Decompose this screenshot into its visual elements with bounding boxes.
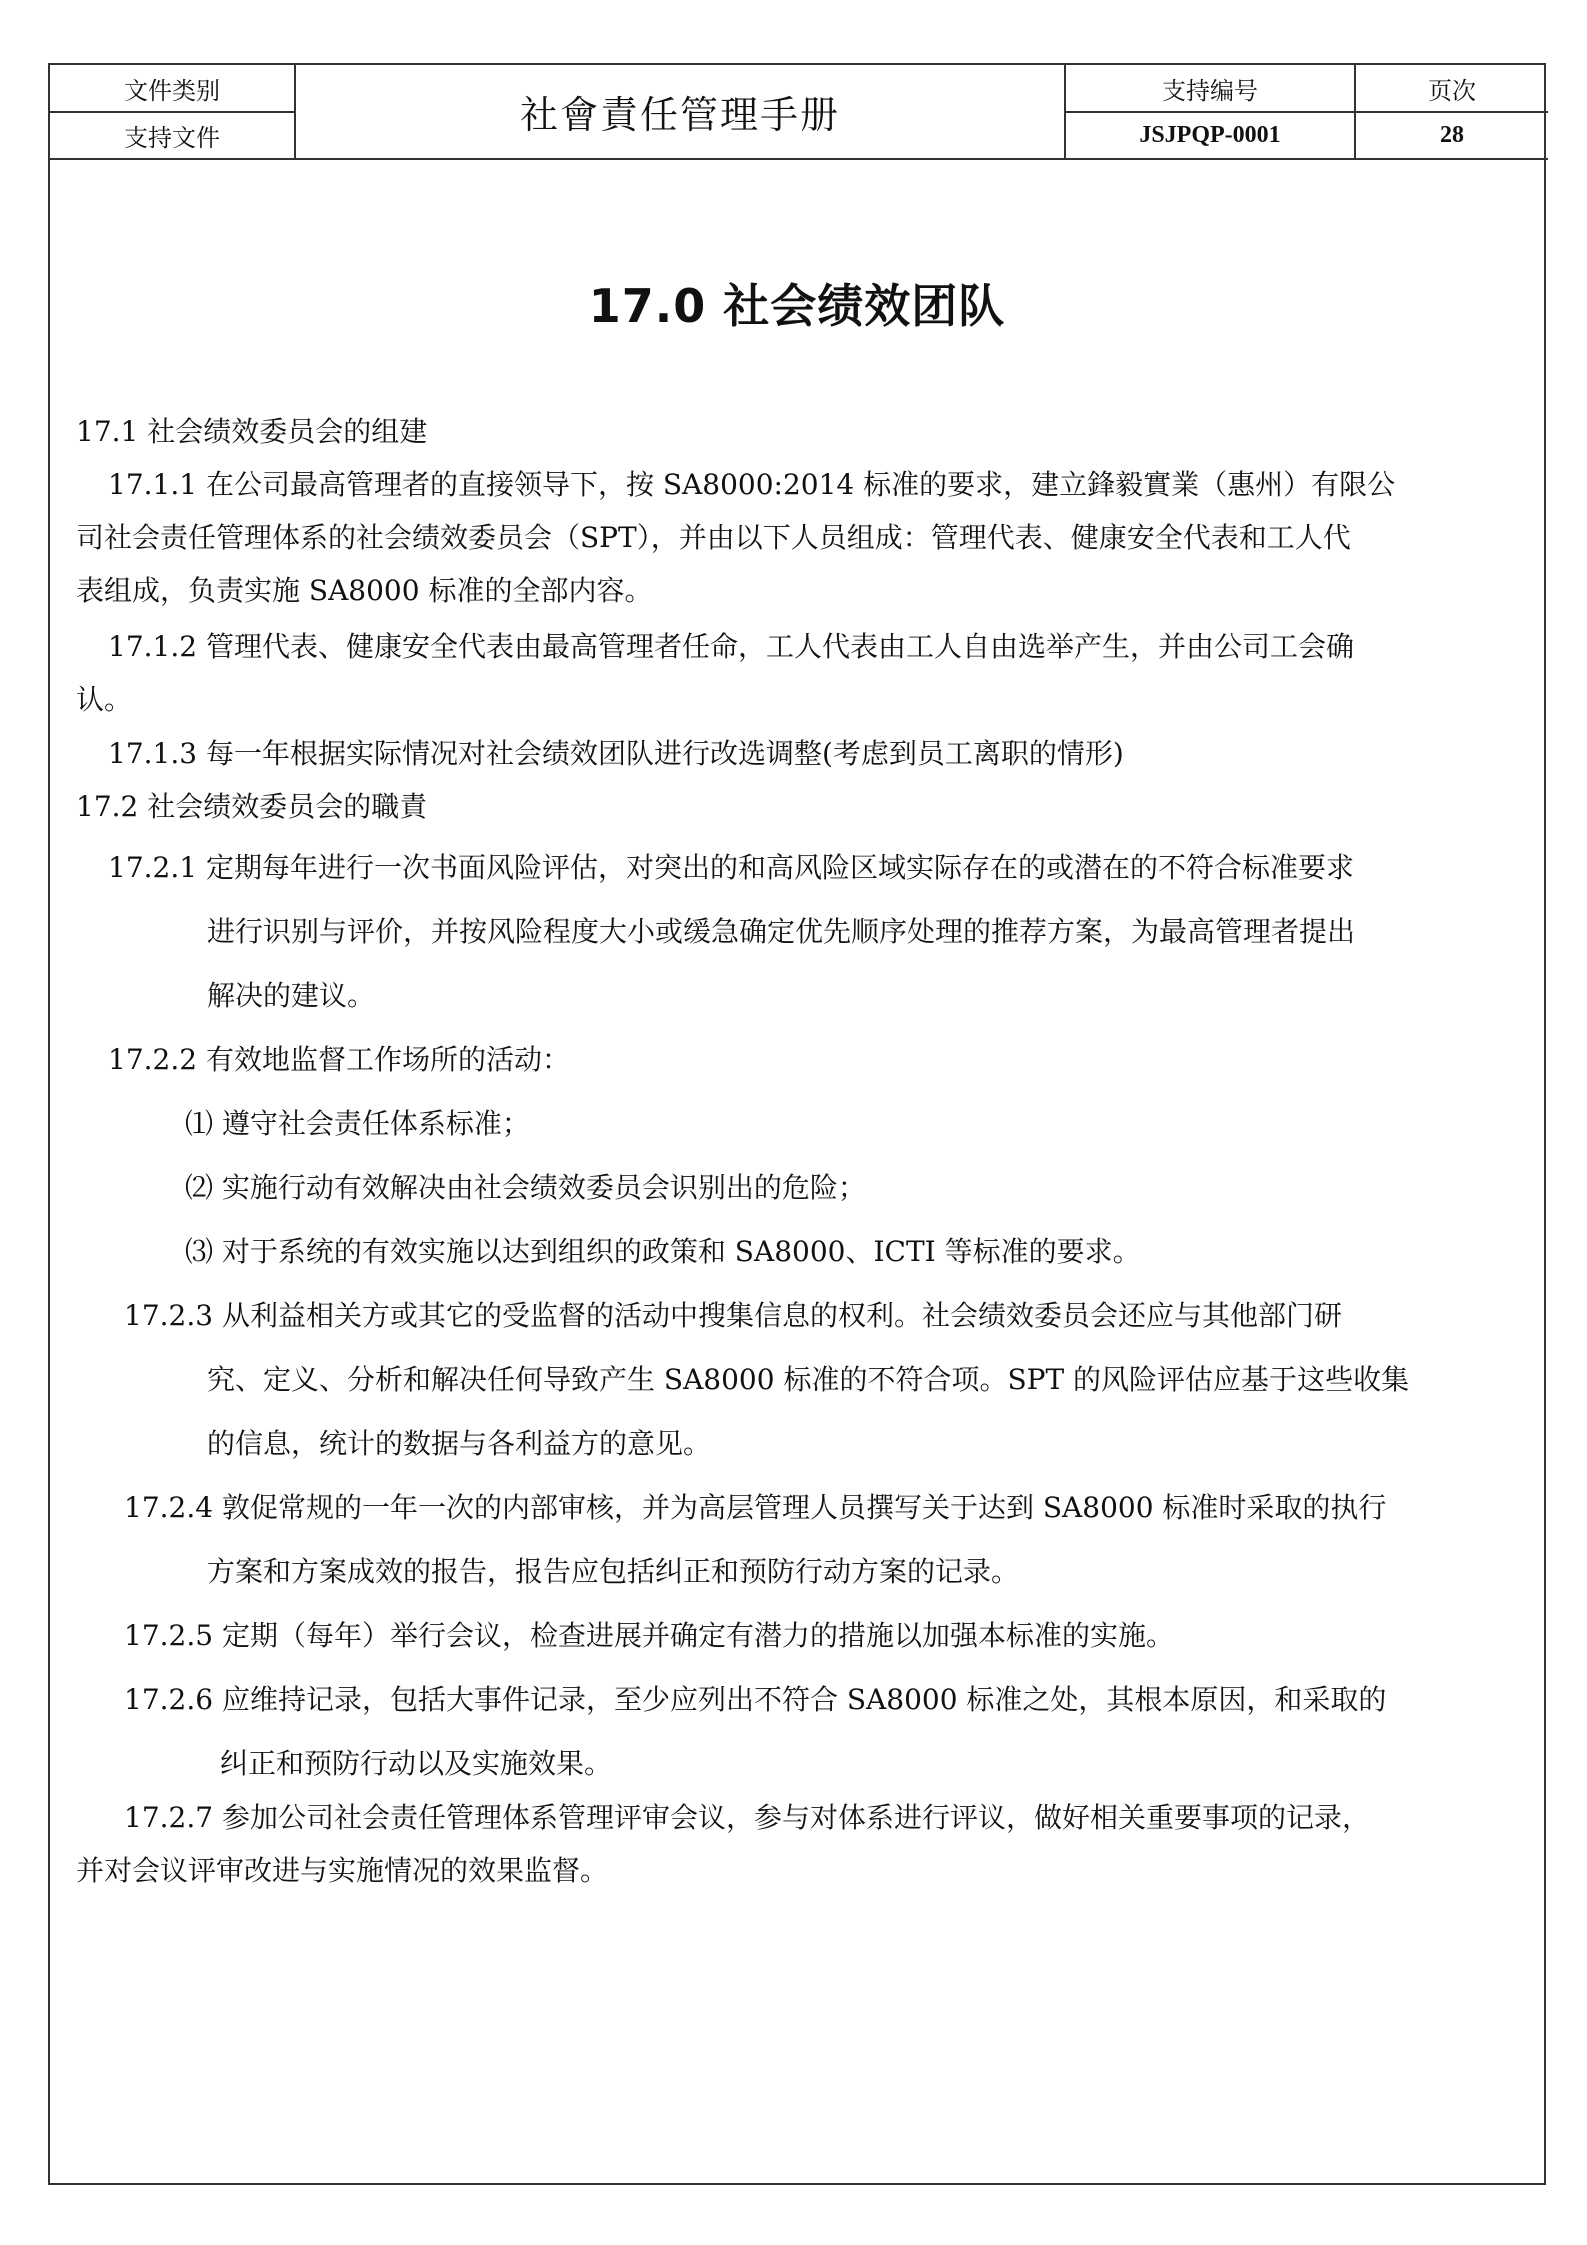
clause-17-2-3-line3: 的信息，统计的数据与各利益方的意见。	[207, 1427, 712, 1460]
clause-17-1-1-line3: 表组成，负责实施 SA8000 标准的全部内容。	[76, 574, 653, 607]
list-item-1: ⑴ 遵守社会责任体系标准；	[185, 1107, 530, 1140]
clause-17-2-4-line2: 方案和方案成效的报告，报告应包括纠正和预防行动方案的记录。	[207, 1555, 1020, 1588]
list-item-2: ⑵ 实施行动有效解决由社会绩效委员会识别出的危险；	[185, 1171, 866, 1204]
heading-17-1: 17.1 社会绩效委员会的组建	[76, 415, 428, 448]
clause-17-2-6-line2: 纠正和预防行动以及实施效果。	[220, 1747, 613, 1780]
page-number: 28	[1355, 112, 1548, 159]
clause-17-2-3-line1: 17.2.3 从利益相关方或其它的受监督的活动中搜集信息的权利。社会绩效委员会还应与其他部门研	[124, 1299, 1342, 1332]
clause-17-1-2-line2: 认。	[76, 683, 133, 716]
doc-number-value: JSJPQP-0001	[1065, 112, 1355, 159]
manual-title: 社會責任管理手册	[295, 65, 1065, 159]
list-item-3: ⑶ 对于系统的有效实施以达到组织的政策和 SA8000、ICTI 等标准的要求。	[185, 1235, 1141, 1268]
clause-17-1-1-line2: 司社会责任管理体系的社会绩效委员会（SPT），并由以下人员组成：管理代表、健康安全代表和工人代	[76, 521, 1351, 554]
clause-17-1-3: 17.1.3 每一年根据实际情况对社会绩效团队进行改选调整(考虑到员工离职的情形)	[108, 737, 1124, 770]
clause-17-2-1-line3: 解决的建议。	[207, 979, 376, 1012]
category-label: 文件类别	[50, 65, 295, 112]
clause-17-2-1-line2: 进行识别与评价，并按风险程度大小或缓急确定优先顺序处理的推荐方案，为最高管理者提出	[207, 915, 1356, 948]
clause-17-1-1-line1: 17.1.1 在公司最高管理者的直接领导下，按 SA8000:2014 标准的要求，建立鋒毅實業（惠州）有限公	[108, 468, 1396, 501]
section-title: 17.0 社会绩效团队	[588, 279, 1006, 333]
clause-17-2-7-line1: 17.2.7 参加公司社会责任管理体系管理评审会议，参与对体系进行评议，做好相关重要事项的记录，	[124, 1801, 1370, 1834]
clause-17-2-4-line1: 17.2.4 敦促常规的一年一次的内部审核，并为高层管理人员撰写关于达到 SA8000 标准时采取的执行	[124, 1491, 1387, 1524]
heading-17-2: 17.2 社会绩效委员会的職責	[76, 790, 428, 823]
doc-number-label: 支持编号	[1065, 65, 1355, 112]
clause-17-2-3-line2: 究、定义、分析和解决任何导致产生 SA8000 标准的不符合项。SPT 的风险评估应基于这些收集	[207, 1363, 1410, 1396]
page-frame	[48, 63, 1546, 2185]
clause-17-2-5: 17.2.5 定期（每年）举行会议，检查进展并确定有潜力的措施以加强本标准的实施。	[124, 1619, 1174, 1652]
clause-17-2-2: 17.2.2 有效地监督工作场所的活动：	[108, 1043, 570, 1076]
page-label: 页次	[1355, 65, 1548, 112]
clause-17-2-7-line2: 并对会议评审改进与实施情况的效果监督。	[76, 1854, 609, 1887]
clause-17-2-1-line1: 17.2.1 定期每年进行一次书面风险评估，对突出的和高风险区域实际存在的或潜在的不符合标准要求	[108, 851, 1354, 884]
category-value: 支持文件	[50, 112, 295, 159]
document-header-table	[50, 65, 1548, 160]
clause-17-1-2-line1: 17.1.2 管理代表、健康安全代表由最高管理者任命，工人代表由工人自由选举产生，并由公司工会确	[108, 630, 1354, 663]
clause-17-2-6-line1: 17.2.6 应维持记录，包括大事件记录，至少应列出不符合 SA8000 标准之处，其根本原因，和采取的	[124, 1683, 1387, 1716]
